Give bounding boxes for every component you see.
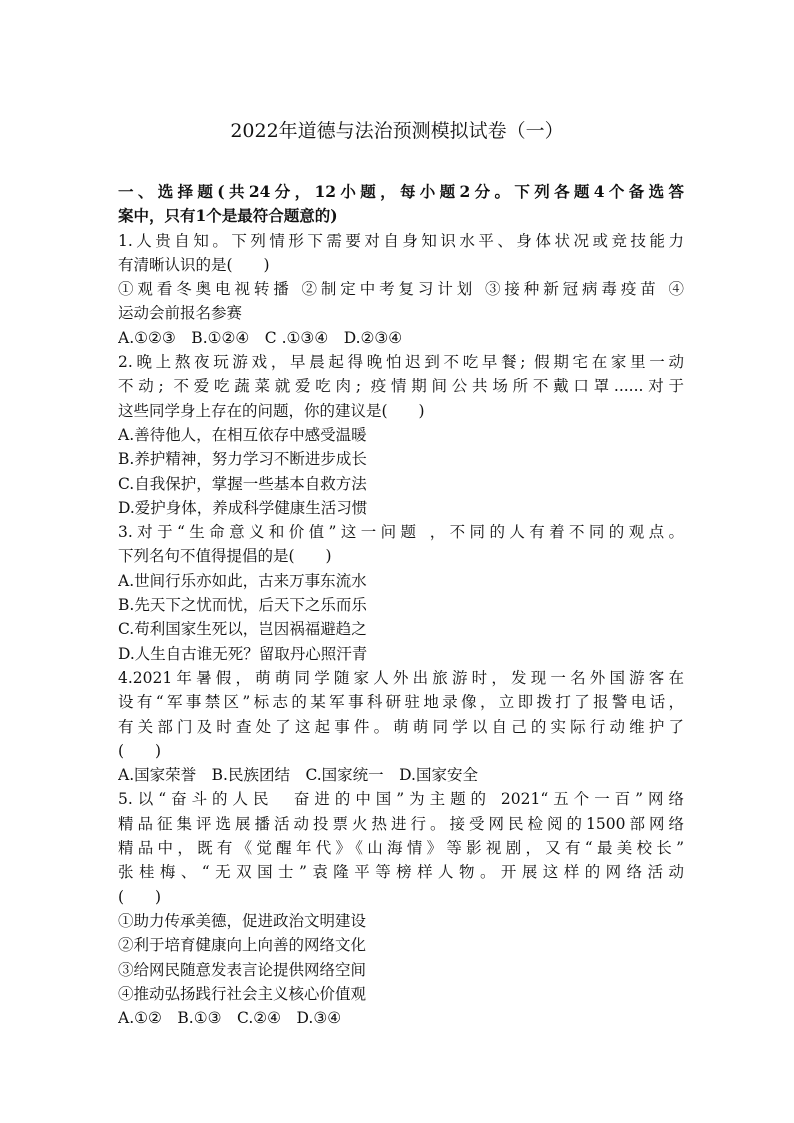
answer-option-a: A.善待他人，在相互依存中感受温暖	[118, 425, 367, 444]
question-3	[118, 520, 684, 666]
question-item-line: 运动会前报名参赛	[118, 304, 243, 323]
question-stem-line: 精品征集评选展播活动投票火热进行。接受网民检阅的1500部网络	[118, 814, 684, 833]
answer-option-d: D.爱护身体，养成科学健康生活习惯	[118, 498, 368, 517]
question-1	[118, 229, 684, 350]
answer-option-a: A.世间行乐亦如此，古来万事东流水	[118, 571, 367, 590]
question-content	[118, 180, 684, 1030]
section-heading-line-1: 一、选择题(共24分，12小题，每小题2分。下列各题4个备选答	[118, 182, 684, 201]
answer-options: A.①② B.①③ C.②④ D.③④	[118, 1009, 342, 1028]
question-stem-line: 1.人贵自知。下列情形下需要对自身知识水平、身体状况或竞技能力	[118, 231, 684, 250]
answer-option-c: C.苟利国家生死以，岂因祸福避趋之	[118, 620, 367, 639]
question-stem-line: 4.2021年暑假，萌萌同学随家人外出旅游时，发现一名外国游客在	[118, 668, 684, 687]
page-title: 2022年道德与法治预测模拟试卷（一）	[230, 120, 564, 142]
question-stem-line: 2.晚上熬夜玩游戏，早晨起得晚怕迟到不吃早餐; 假期宅在家里一动	[118, 353, 684, 372]
question-2	[118, 350, 684, 520]
question-stem-line: 下列名句不值得提倡的是( )	[118, 547, 332, 566]
answer-option-d: D.人生自古谁无死？留取丹心照汗青	[118, 644, 368, 663]
question-item-line: ③给网民随意发表言论提供网络空间	[118, 960, 367, 979]
question-stem-line: 张桂梅、“无双国士”袁隆平等榜样人物。开展这样的网络活动	[118, 863, 684, 882]
answer-option-b: B.养护精神，努力学习不断进步成长	[118, 450, 367, 469]
answer-option-b: B.先天下之忧而忧，后天下之乐而乐	[118, 596, 367, 615]
question-stem-line: ( )	[118, 887, 162, 906]
answer-option-c: C.自我保护，掌握一些基本自救方法	[118, 474, 367, 493]
question-item-line: ②利于培育健康向上向善的网络文化	[118, 936, 367, 955]
question-stem-line: 5.以“奋斗的人民 奋进的中国”为主题的 2021“五个一百”网络	[118, 790, 684, 809]
question-stem-line: ( )	[118, 741, 162, 760]
question-stem-line: 不动; 不爱吃蔬菜就爱吃肉; 疫情期间公共场所不戴口罩......对于	[118, 377, 684, 396]
question-item-line: ①助力传承美德，促进政治文明建设	[118, 911, 367, 930]
question-stem-line: 3.对于“生命意义和价值”这一问题 ，不同的人有着不同的观点。	[118, 523, 684, 542]
question-5	[118, 787, 684, 1030]
question-stem-line: 这些同学身上存在的问题，你的建议是( )	[118, 401, 425, 420]
question-item-line: ①观看冬奥电视转播 ②制定中考复习计划 ③接种新冠病毒疫苗 ④	[118, 280, 684, 299]
question-stem-line: 设有“军事禁区”标志的某军事科研驻地录像，立即拨打了报警电话，	[118, 693, 684, 712]
answer-options: A.国家荣誉 B.民族团结 C.国家统一 D.国家安全	[118, 766, 478, 785]
question-stem-line: 有清晰认识的是( )	[118, 255, 270, 274]
answer-options: A.①②③ B.①②④ C .①③④ D.②③④	[118, 328, 403, 347]
question-stem-line: 精品中，既有《觉醒年代》《山海情》等影视剧，又有“最美校长”	[118, 839, 684, 858]
section-heading-line-2: 案中，只有1个是最符合题意的)	[118, 206, 338, 226]
question-4	[118, 666, 684, 787]
question-item-line: ④推动弘扬践行社会主义核心价值观	[118, 984, 367, 1003]
question-stem-line: 有关部门及时查处了这起事件。萌萌同学以自己的实际行动维护了	[118, 717, 684, 736]
